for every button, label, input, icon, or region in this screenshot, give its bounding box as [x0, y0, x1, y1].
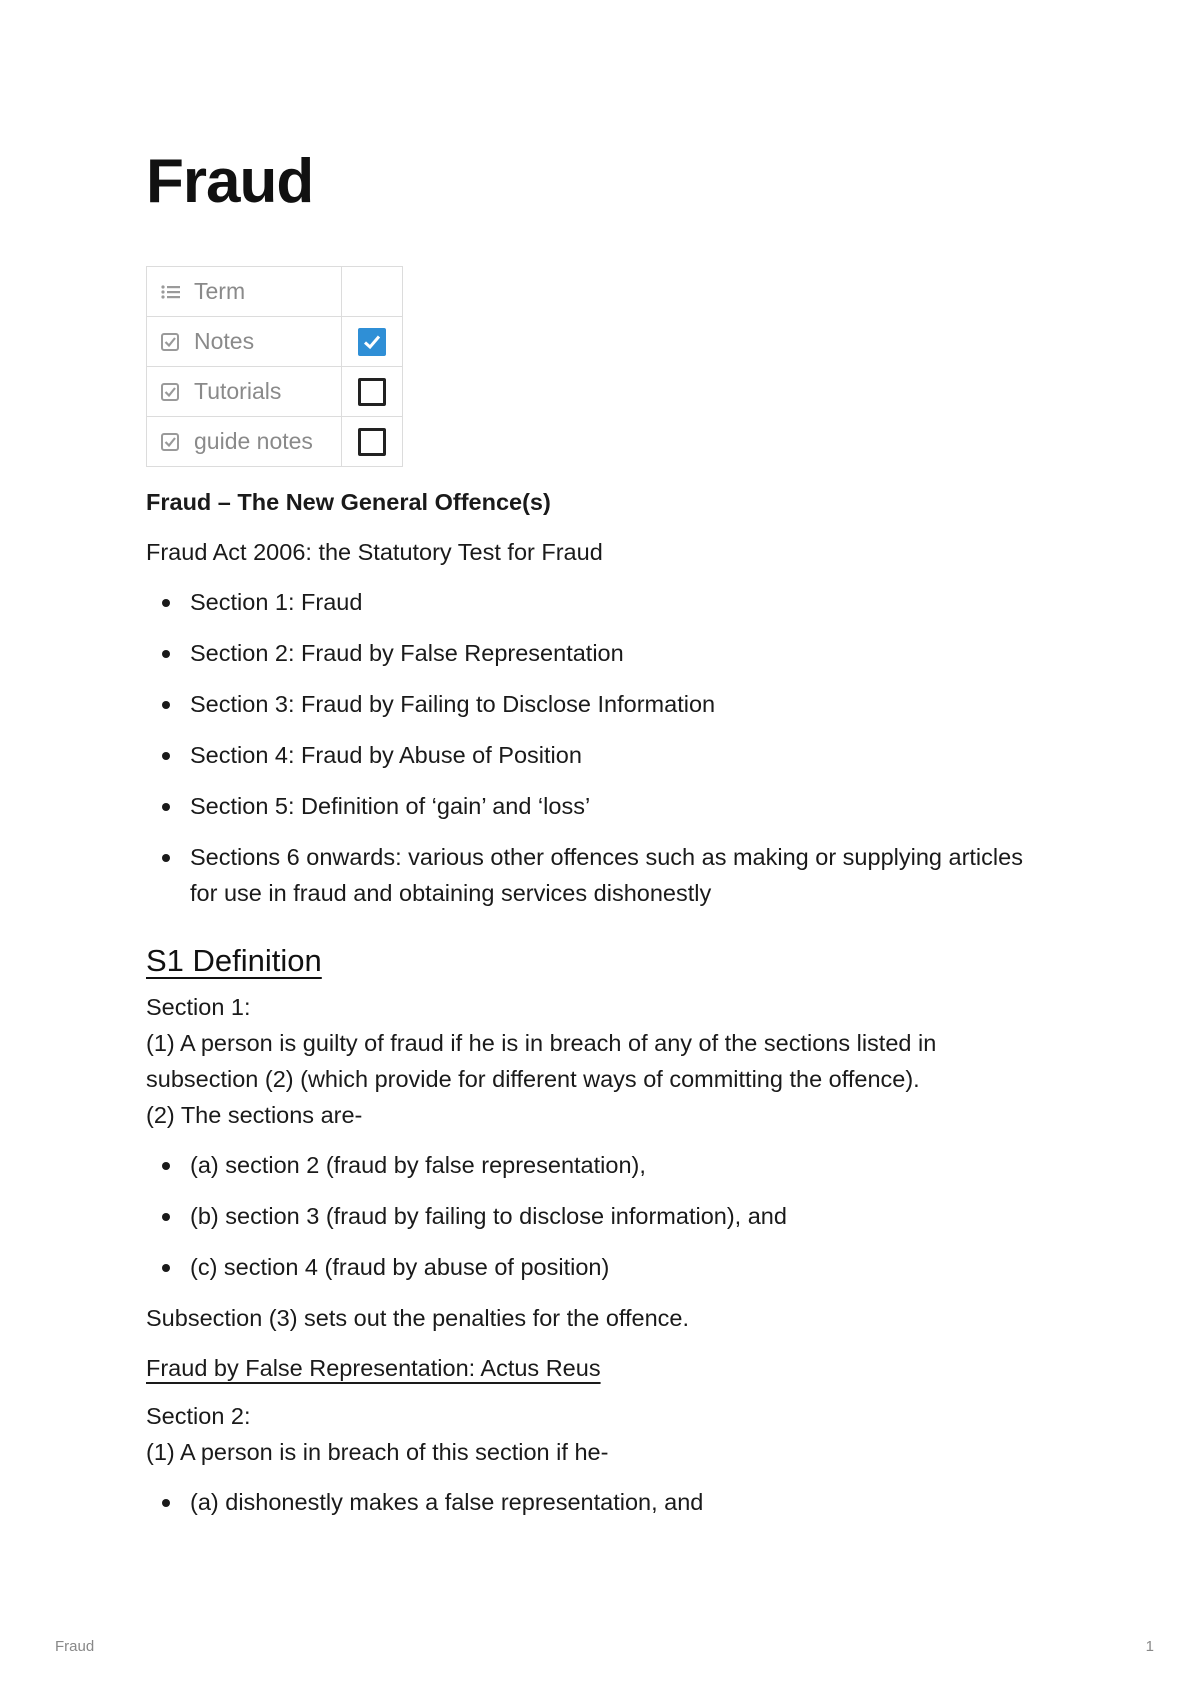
- tutorials-checkbox[interactable]: [358, 378, 386, 406]
- list-item: Section 4: Fraud by Abuse of Position: [146, 737, 1046, 773]
- list-item: (c) section 4 (fraud by abuse of position): [146, 1249, 1046, 1285]
- s1-subsection-1: (1) A person is guilty of fraud if he is in breach of any of the sections listed in subsection (2) (which provide for different ways of committing the offence).: [146, 1030, 937, 1092]
- list-item: Section 2: Fraud by False Representation: [146, 635, 1046, 671]
- page-title: Fraud: [146, 147, 314, 216]
- s1-definition-heading: S1 Definition: [146, 943, 322, 978]
- list-item: Section 3: Fraud by Failing to Disclose Information: [146, 686, 1046, 722]
- notes-checkbox[interactable]: [358, 328, 386, 356]
- list-item: (a) section 2 (fraud by false representation),: [146, 1147, 1046, 1183]
- list-item: (a) dishonestly makes a false representation, and: [146, 1484, 1046, 1520]
- property-label-guide-notes: guide notes: [194, 428, 313, 454]
- s1-subsection-3: Subsection (3) sets out the penalties for the offence.: [146, 1305, 690, 1331]
- guide-notes-checkbox[interactable]: [358, 428, 386, 456]
- s2-subsection-1: (1) A person is in breach of this section if he-: [146, 1439, 609, 1465]
- intro-paragraph: Fraud Act 2006: the Statutory Test for Fraud: [146, 539, 603, 565]
- checkbox-property-icon: [160, 331, 182, 353]
- section-heading: Fraud – The New General Offence(s): [146, 489, 551, 515]
- checkbox-property-icon: [160, 431, 182, 453]
- s1-label: Section 1:: [146, 994, 251, 1020]
- s1-subsection-2: (2) The sections are-: [146, 1102, 363, 1128]
- list-item: (b) section 3 (fraud by failing to disclose information), and: [146, 1198, 1046, 1234]
- page-number: 1: [1145, 1638, 1154, 1655]
- list-icon: [160, 281, 182, 303]
- sections-list: [146, 584, 1046, 911]
- property-label-tutorials: Tutorials: [194, 378, 282, 404]
- s1-items-list: [146, 1147, 1046, 1285]
- list-item: Section 1: Fraud: [146, 584, 1046, 620]
- properties-table: [146, 266, 403, 467]
- property-row-notes: [147, 317, 403, 367]
- property-row-guide-notes: [147, 417, 403, 467]
- footer-title: Fraud: [55, 1638, 95, 1655]
- list-item: Sections 6 onwards: various other offences such as making or supplying articles for use in fraud and obtaining services dishonestly: [146, 839, 1046, 911]
- list-item: Section 5: Definition of ‘gain’ and ‘loss’: [146, 788, 1046, 824]
- s2-heading: Fraud by False Representation: Actus Reus: [146, 1355, 601, 1381]
- property-label-term: Term: [194, 278, 246, 304]
- property-label-notes: Notes: [194, 328, 255, 354]
- property-row-term: [147, 267, 403, 317]
- s2-items-list: [146, 1484, 1046, 1520]
- checkbox-property-icon: [160, 381, 182, 403]
- s2-label: Section 2:: [146, 1403, 251, 1429]
- document-body: [146, 484, 1046, 1535]
- property-row-tutorials: [147, 367, 403, 417]
